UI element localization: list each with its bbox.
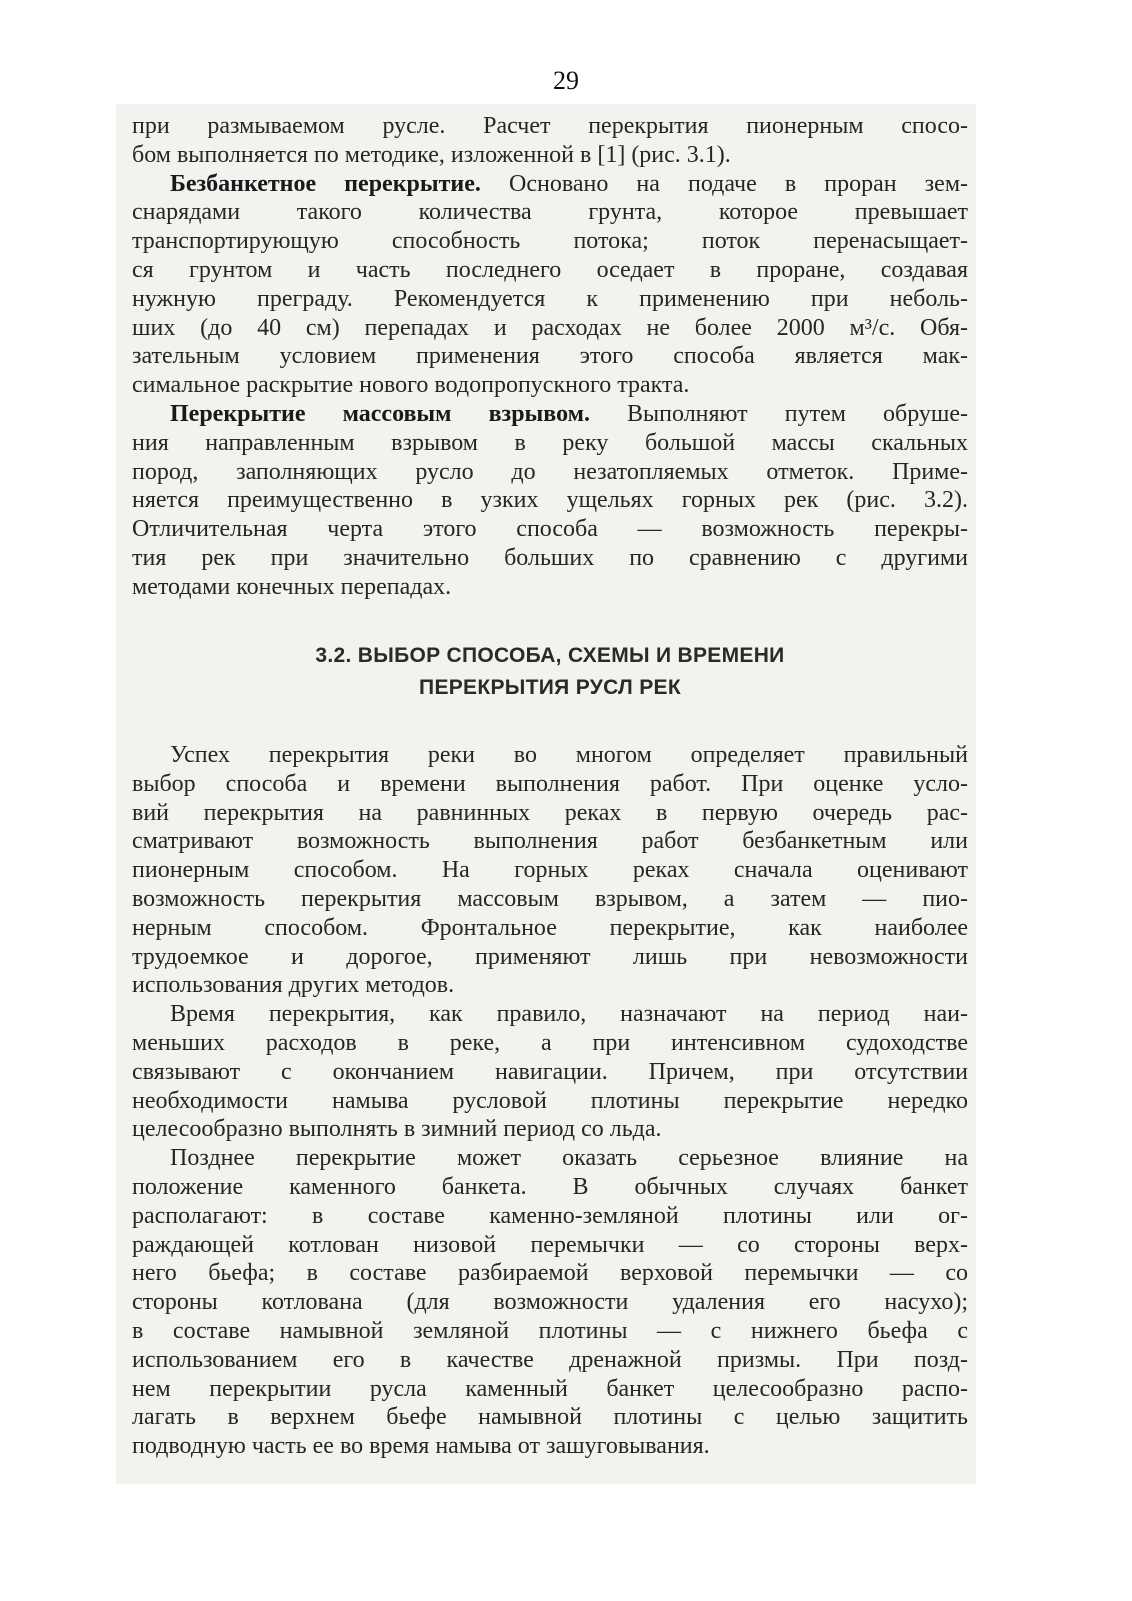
subsection-lead-line bbox=[132, 400, 968, 429]
text-line: сматривают возможность выполнения работ безбанкетным или bbox=[132, 828, 968, 855]
section-heading-line: 3.2. ВЫБОР СПОСОБА, СХЕМЫ И ВРЕМЕНИ bbox=[315, 644, 785, 667]
text-line: лагать в верхнем бьефе намывной плотины с целью защитить bbox=[132, 1404, 968, 1431]
text-line: раждающей котлован низовой перемычки — со стороны верх- bbox=[132, 1231, 968, 1258]
text-line: целесообразно выполнять в зимний период со льда. bbox=[132, 1116, 662, 1143]
text-line: нужную преграду. Рекомендуется к применению при неболь- bbox=[132, 285, 968, 312]
text-line: подводную часть ее во время намыва от зашуговывания. bbox=[132, 1433, 710, 1460]
text-line: использования других методов. bbox=[132, 972, 455, 999]
text-line: тия рек при значительно больших по сравнению с другими bbox=[132, 544, 968, 571]
text-line: при размываемом русле. Расчет перекрытия пионерным спосо- bbox=[132, 113, 968, 139]
text-line: транспортирующую способность потока; поток перенасыщает- bbox=[132, 228, 968, 255]
text-line: располагают: в составе каменно-земляной плотины или ог- bbox=[132, 1202, 968, 1229]
text-run: Основано на подаче в проран зем- bbox=[480, 170, 968, 197]
section-heading-line: ПЕРЕКРЫТИЯ РУСЛ РЕК bbox=[419, 676, 681, 699]
text-line: Отличительная черта этого способа — возможность перекры- bbox=[132, 516, 968, 543]
subsection-lead-line bbox=[132, 170, 968, 199]
text-line: использованием его в качестве дренажной призмы. При позд- bbox=[132, 1346, 968, 1373]
text-line: необходимости намыва русловой плотины перекрытие нередко bbox=[132, 1087, 968, 1114]
page-number: 29 bbox=[553, 66, 579, 95]
text-line: пионерным способом. На горных реках сначала оценивают bbox=[132, 857, 968, 884]
text-line: Время перекрытия, как правило, назначают на период наи- bbox=[170, 1001, 968, 1028]
text-line: методами конечных перепадах. bbox=[132, 573, 452, 600]
text-block-bottom bbox=[132, 741, 968, 1461]
text-line: связывают с окончанием навигации. Причем, при отсутствии bbox=[132, 1058, 968, 1085]
subsection-term: Безбанкетное перекрытие. bbox=[170, 170, 481, 197]
text-line: пород, заполняющих русло до незатопляемых отметок. Приме- bbox=[132, 458, 968, 485]
text-line: Позднее перекрытие может оказать серьезное влияние на bbox=[170, 1145, 968, 1172]
text-line: трудоемкое и дорогое, применяют лишь при невозможности bbox=[132, 943, 968, 970]
text-line: меньших расходов в реке, а при интенсивном судоходстве bbox=[132, 1029, 968, 1056]
text-line: него бьефа; в составе разбираемой верховой перемычки — со bbox=[132, 1260, 968, 1287]
text-line: нем перекрытии русла каменный банкет целесообразно распо- bbox=[132, 1375, 968, 1402]
text-block-top bbox=[132, 112, 968, 602]
text-line: возможность перекрытия массовым взрывом, а затем — пио- bbox=[132, 885, 968, 912]
subsection-term: Перекрытие массовым взрывом. bbox=[170, 400, 590, 427]
text-line: положение каменного банкета. В обычных случаях банкет bbox=[132, 1173, 968, 1200]
text-line: снарядами такого количества грунта, которое превышает bbox=[132, 199, 968, 226]
text-line: няется преимущественно в узких ущельях горных рек (рис. 3.2). bbox=[132, 487, 968, 514]
text-line: симальное раскрытие нового водопропускного тракта. bbox=[132, 372, 690, 399]
text-line: нерным способом. Фронтальное перекрытие, как наиболее bbox=[132, 914, 968, 941]
text-run: Выполняют путем обруше- bbox=[589, 400, 968, 427]
text-line: ших (до 40 см) перепадах и расходах не более 2000 м³/с. Обя- bbox=[132, 314, 968, 341]
text-line: стороны котлована (для возможности удаления его насухо); bbox=[132, 1289, 968, 1316]
text-line: вий перекрытия на равнинных реках в первую очередь рас- bbox=[132, 799, 968, 826]
text-line: выбор способа и времени выполнения работ. При оценке усло- bbox=[132, 770, 968, 797]
text-line: ния направленным взрывом в реку большой массы скальных bbox=[132, 429, 968, 456]
text-line: зательным условием применения этого способа является мак- bbox=[132, 343, 968, 370]
text-line: ся грунтом и часть последнего оседает в проране, создавая bbox=[132, 256, 968, 283]
text-line: Успех перекрытия реки во многом определяет правильный bbox=[170, 742, 968, 768]
section-heading bbox=[132, 640, 968, 704]
text-line: в составе намывной земляной плотины — с нижнего бьефа с bbox=[132, 1317, 968, 1344]
text-line: бом выполняется по методике, изложенной в [1] (рис. 3.1). bbox=[132, 141, 731, 168]
